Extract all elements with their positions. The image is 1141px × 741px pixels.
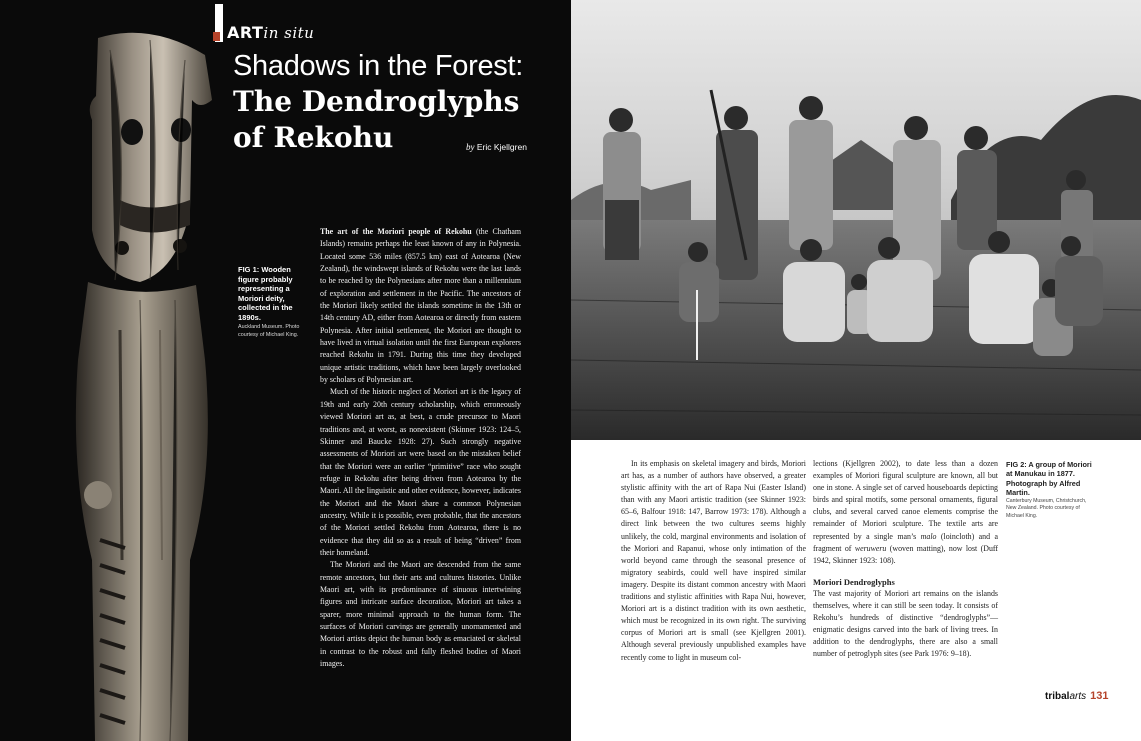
- kicker-situ: in situ: [263, 24, 315, 42]
- left-paragraph-1-text: (the Chatham Islands) remains perhaps the least known of any in Polynesia. Located some 536 miles (857.5 km) east of Aotearoa (New Zealand), the windswept islands of Rekohu were the last lands to be reached by the Polynesians after more than a millennium of exploration and settlement in the Pacific. The ancestors of the Moriori likely settled the islands sometime in the 13th or 14th century AD, either from Aotearoa or directly from eastern Polynesia. After initial settlement, the Moriori are thought to have lived in virtual isolation until the first European explorers reached Rekohu in 1791. During this time they developed unique artistic traditions, which have been largely overlooked by scholars of Polynesian art.: [320, 227, 521, 385]
- right-col1-paragraph: In its emphasis on skeletal imagery and birds, Moriori art has, as a number of authors have observed, a greater stylistic affinity with the art of Rapa Nui (Easter Island) than with any Maori artistic tradition (see Skinner 1923: 65–6, Balfour 1918: 147, Barrow 1973: 178). Although a direct link between the two cultures seems highly unlikely, the cold, marginal environments and isolation of the Moriori and Rapanui, whose only intimation of the world beyond came through the seasonal presence of migratory seabirds, could well have inspired similar imagery. Despite its distant common ancestry with Maori traditions and stylistic affinities with Rapa Nui, however, Moriori art is a distinct tradition with its own aesthetic, which must be recognized in its own right. The surviving corpus of Moriori art is small (see Kjellgren 2001). Although several previously unpublished examples have recently come to light in museum col-: [621, 459, 806, 662]
- left-body-text: [320, 226, 521, 670]
- byline: [466, 142, 527, 152]
- left-paragraph-2: Much of the historic neglect of Moriori art is the legacy of 19th and early 20th century scholarship, which erroneously viewed Moriori art as, at best, a crude precursor to Maori traditions and, at worst, as nonexistent (Skinner 1923: 124–5, Skinner and Baucke 1928: 27). Such strongly negative assessments of Moriori art were based on the mistaken belief that the Moriori were an earlier “primitive” race who sought refuge in Rekohu after being driven from Aotearoa by the Maori. All the linguistic and other evidence, however, indicates the Moriori and the Maori share a common Polynesian ancestry. While it is possible, even probable, that the ancestors of the Moriori settled Rekohu from Aotearoa, there is no evidence that they did so as a result of being “driven” from their homeland.: [320, 387, 521, 557]
- left-paragraph-1: [320, 226, 521, 386]
- fig2-caption-block: [1006, 460, 1094, 520]
- folio-tribal: tribal: [1045, 691, 1070, 702]
- term-malo: malo: [920, 531, 937, 541]
- kicker-accent-square: [213, 32, 220, 41]
- fig1-caption-block: [238, 265, 304, 339]
- byline-by: by: [466, 142, 475, 152]
- folio-arts: arts: [1069, 691, 1087, 702]
- right-column-1: [621, 458, 806, 664]
- article-title-line-3: of Rekohu: [233, 121, 394, 154]
- lead-in: The art of the Moriori people of Rekohu: [320, 227, 472, 236]
- byline-author: Eric Kjellgren: [476, 142, 527, 152]
- fig1-credit: Auckland Museum. Photo courtesy of Michael King.: [238, 324, 300, 338]
- article-title-line-1: Shadows in the Forest:: [233, 50, 523, 82]
- fig2-credit: Canterbury Museum, Christchurch, New Zealand. Photo courtesy of Michael King.: [1006, 498, 1087, 519]
- left-paragraph-3: The Moriori and the Maori are descended from the same remote ancestors, but their arts and cultures histories. Unlike Maori art, with its predominance of sinuous intertwining figures and intricate surface decoration, Moriori art takes a sparer, more minimal approach to the human form. The surfaces of Moriori carvings are generally unornamented and Moriori artists depict the human body as emaciated or skeletal in contrast to the robust and fully fleshed bodies of Maori images.: [320, 560, 521, 669]
- page-number: 131: [1090, 690, 1109, 702]
- kicker-art: ART: [227, 23, 264, 42]
- col2-text-c: (woven matting), now lost (Duff 1942, Skinner 1923: 108).: [813, 543, 999, 565]
- kicker-label: [227, 23, 314, 42]
- section-kicker: [215, 4, 314, 42]
- right-col2-paragraph-1: [813, 458, 998, 567]
- right-page: [571, 0, 1141, 741]
- page-folio: [1045, 690, 1108, 702]
- fig2-caption: FIG 2: A group of Moriori at Manukau in 1877. Photograph by Alfred Martin.: [1006, 460, 1092, 497]
- article-title-line-2: The Dendroglyphs: [233, 85, 520, 118]
- col2-text-b: (loincloth) and a fragment of: [813, 531, 998, 553]
- wooden-figure-photo: [0, 0, 230, 741]
- col2-text-a: lections (Kjellgren 2002), to date less than a dozen examples of Moriori figural sculpture are known, all but one in stone. A single set of carved houseboards depicting birds and spiral motifs, some personal ornaments, figural clubs, and several carved canoe elements comprise the remainder of Moriori sculpture. The textile arts are represented by a single man’s: [813, 459, 998, 541]
- term-weruweru: weruweru: [854, 543, 887, 553]
- moriori-group-photo: [571, 0, 1141, 440]
- right-col2-paragraph-2: The vast majority of Moriori art remains on the islands themselves, where it can still be seen today. It consists of Rekohu’s hundreds of distinctive “dendroglyphs”—enigmatic designs carved into the bark of living trees. In addition to the dendroglyphs, there are also a small number of petroglyph sites (see Park 1976: 9–18).: [813, 588, 998, 659]
- section-heading-dendroglyphs: Moriori Dendroglyphs: [813, 576, 895, 587]
- fig1-caption: FIG 1: Wooden figure probably representing a Moriori deity, collected in the 1890s.: [238, 265, 293, 322]
- right-column-2: [813, 458, 998, 660]
